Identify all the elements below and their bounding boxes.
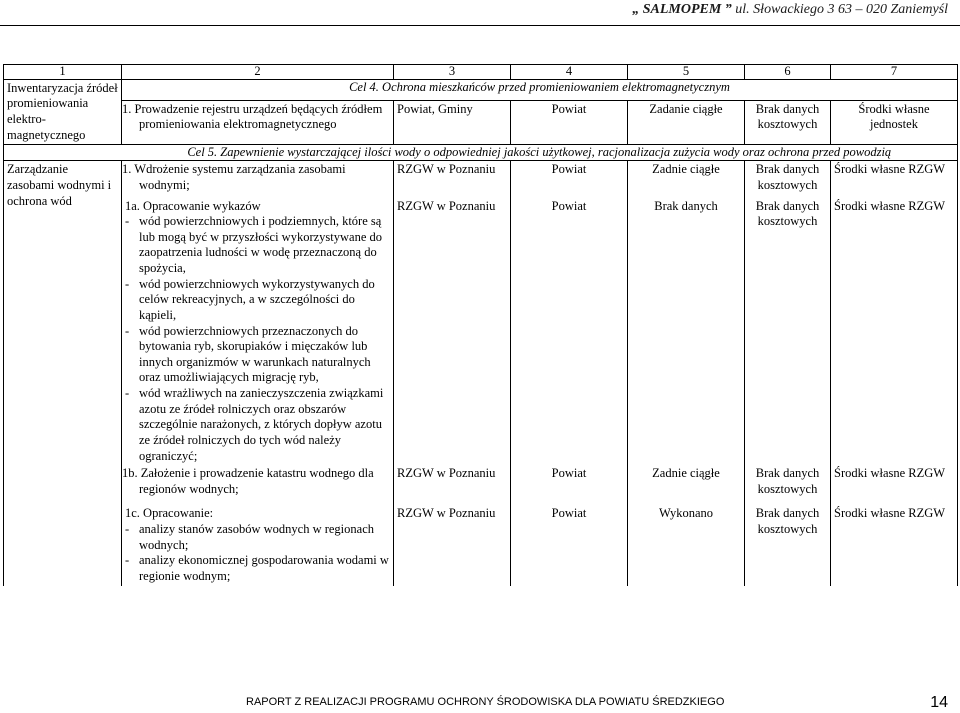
water-task-1c-title: 1c. Opracowanie: [125,506,214,521]
company-name: „ SALMOPEM ” [632,2,732,17]
water-row-1a [4,198,958,466]
water-task-1a-title: 1a. Opracowanie wykazów [125,198,261,213]
col-num-1: 1 [4,65,122,80]
col-num-3: 3 [394,65,511,80]
water-task-1a [122,198,394,466]
water-row-1b [4,465,958,505]
inventory-cost: Brak danych kosztowych [745,100,831,145]
col-num-5: 5 [628,65,745,80]
column-number-row [4,65,958,80]
water-funding-1c: Środki własne RZGW [831,505,958,585]
col-num-7: 7 [831,65,958,80]
inventory-unit: Powiat, Gminy [394,100,511,145]
water-unit-1a: RZGW w Poznaniu [394,198,511,466]
water-task-1: 1. Wdrożenie systemu zarządzania zasobami wodnymi; [122,161,394,198]
water-task-1b: 1b. Założenie i prowadzenie katastru wodnego dla regionów wodnych; [122,465,394,505]
water-partner-1a: Powiat [511,198,628,466]
list-item: - wód wrażliwych na zanieczyszczenia związkami azotu ze źródeł rolniczych oraz obszarów szczególnie narażonych, z których dopływ azotu ze źródeł rolniczych do tych wód należy ograniczyć; [125,386,390,464]
water-deadline-1c: Wykonano [628,505,745,585]
water-task-1c [122,505,394,585]
water-unit-1b: RZGW w Poznaniu [394,465,511,505]
water-row-1 [4,161,958,198]
water-unit-1: RZGW w Poznaniu [394,161,511,198]
water-partner-1: Powiat [511,161,628,198]
water-cost-1: Brak danych kosztowych [745,161,831,198]
col-num-2: 2 [122,65,394,80]
water-deadline-1b: Zadnie ciągłe [628,465,745,505]
goal-5-title: Cel 5. Zapewnienie wystarczającej ilości wody o odpowiedniej jakości użytkowej, racjonalizacja zużycia wody oraz ochrona przed powodzią [122,145,958,161]
water-cost-1b: Brak danych kosztowych [745,465,831,505]
list-item: - wód powierzchniowych wykorzystywanych do celów rekreacyjnych, a w szczególności do kąpieli, [125,277,390,324]
goal-4-row [4,79,958,100]
area-water: Zarządzanie zasobami wodnymi i ochrona wód [4,161,122,586]
water-funding-1b: Środki własne RZGW [831,465,958,505]
water-unit-1c: RZGW w Poznaniu [394,505,511,585]
goal-5-row [4,145,958,161]
company-address: ul. Słowackiego 3 63 – 020 Zaniemyśl [731,2,948,17]
water-cost-1c: Brak danych kosztowych [745,505,831,585]
page-number: 14 [930,694,948,711]
header-rule [0,25,960,26]
col-num-4: 4 [511,65,628,80]
water-funding-1: Środki własne RZGW [831,161,958,198]
goal-4-title: Cel 4. Ochrona mieszkańców przed promieniowaniem elektromagnetycznym [122,79,958,100]
water-task-1a-list [125,214,390,464]
water-partner-1c: Powiat [511,505,628,585]
water-deadline-1: Zadnie ciągłe [628,161,745,198]
inventory-partner: Powiat [511,100,628,145]
water-row-1c [4,505,958,585]
water-partner-1b: Powiat [511,465,628,505]
inventory-task: 1. Prowadzenie rejestru urządzeń będących źródłem promieniowania elektromagnetycznego [122,100,394,145]
inventory-funding: Środki własne jednostek [831,100,958,145]
page-header [632,2,948,18]
water-deadline-1a: Brak danych [628,198,745,466]
col-num-6: 6 [745,65,831,80]
water-cost-1a: Brak danych kosztowych [745,198,831,466]
water-task-1c-list [125,522,390,585]
inventory-row [4,100,958,145]
list-item: - wód powierzchniowych przeznaczonych do bytowania ryb, skorupiaków i mięczaków lub innych organizmów w warunkach naturalnych oraz umożliwiających migrację ryb, [125,324,390,387]
inventory-deadline: Zadanie ciągłe [628,100,745,145]
list-item: - analizy stanów zasobów wodnych w regionach wodnych; [125,522,390,553]
report-footer: RAPORT Z REALIZACJI PROGRAMU OCHRONY ŚRODOWISKA DLA POWIATU ŚREDZKIEGO [246,696,725,708]
area-inventory: Inwentaryzacja źródeł promieniowania elektro-magnetycznego [4,79,122,145]
list-item: - analizy ekonomicznej gospodarowania wodami w regionie wodnym; [125,553,390,584]
list-item: - wód powierzchniowych i podziemnych, które są lub mogą być w przyszłości wykorzystywane do zaopatrzenia ludności w wodę przeznaczoną do spożycia, [125,214,390,277]
water-funding-1a: Środki własne RZGW [831,198,958,466]
program-table [3,64,958,586]
